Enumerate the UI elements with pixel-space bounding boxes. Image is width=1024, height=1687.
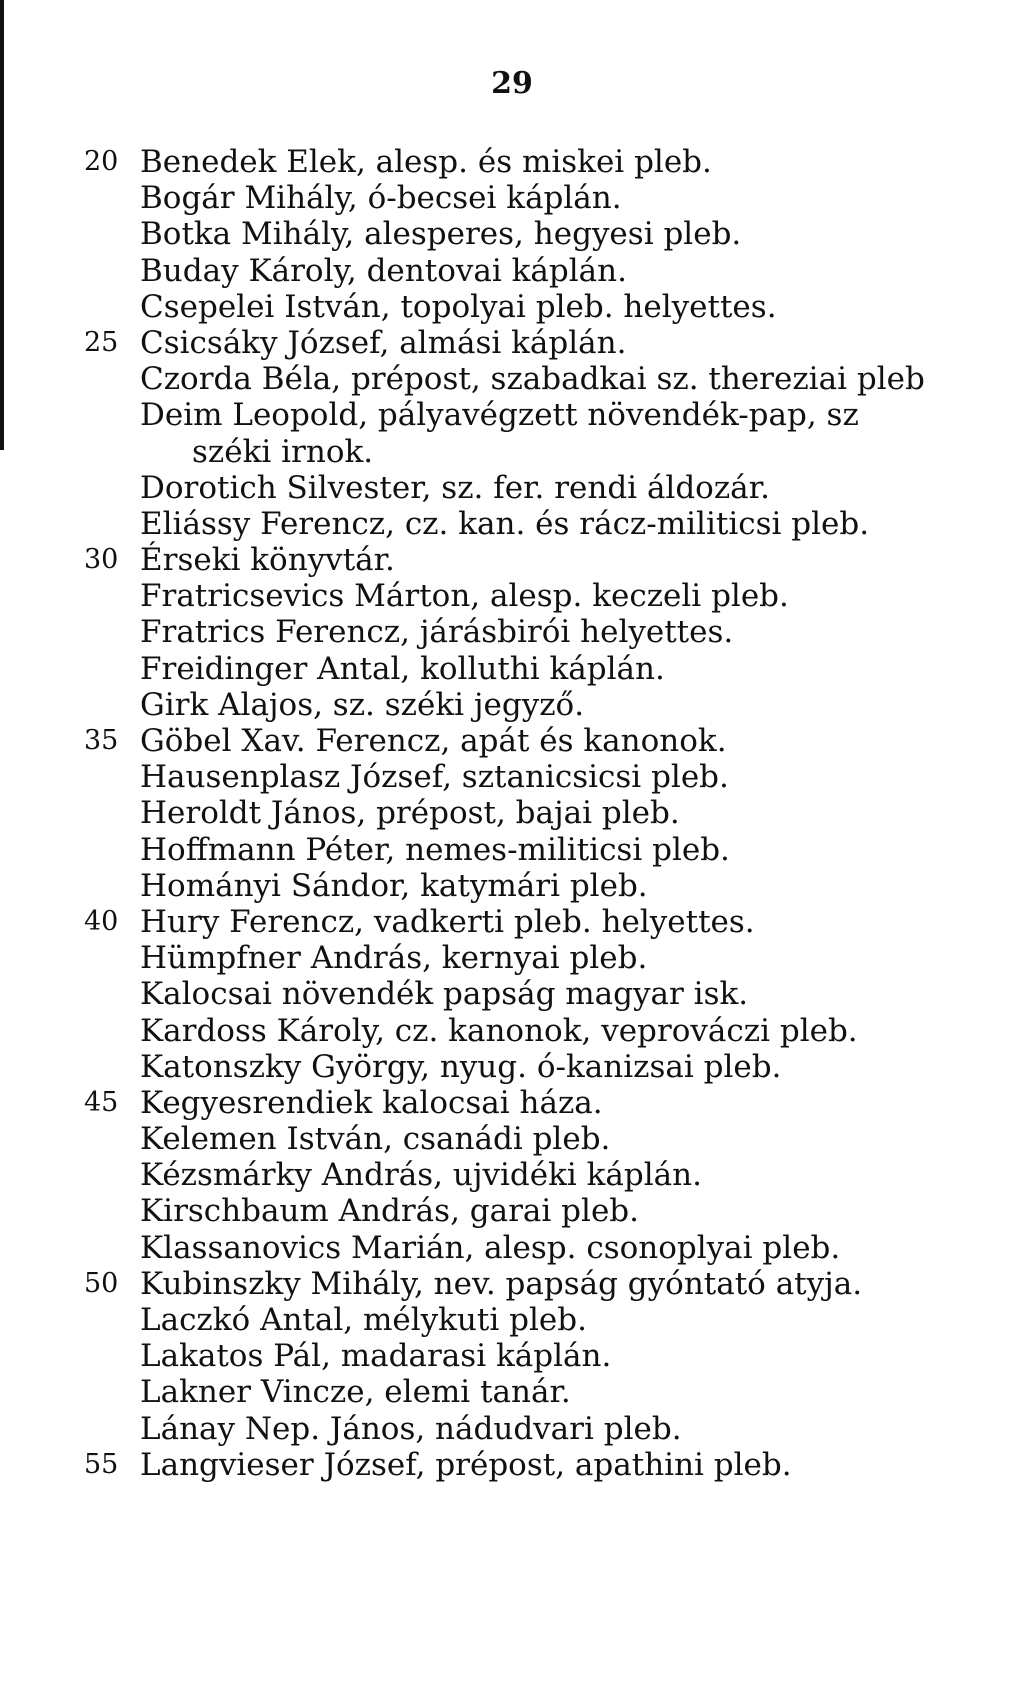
- list-item: [0, 470, 1024, 506]
- list-item: [0, 1338, 1024, 1374]
- list-item: [0, 868, 1024, 904]
- entry-text: Hományi Sándor, katymári pleb.: [140, 867, 648, 904]
- entry-text: Érseki könyvtár.: [140, 542, 395, 579]
- list-item: [0, 1013, 1024, 1049]
- entry-text: Deim Leopold, pályavégzett növendék-pap, sz: [140, 397, 859, 434]
- entry-text: Katonszky György, nyug. ó-kanizsai pleb.: [140, 1048, 782, 1085]
- entry-text: Langvieser József, prépost, apathini pleb.: [140, 1446, 792, 1483]
- list-item: [0, 1193, 1024, 1229]
- entry-text: Fratricsevics Márton, alesp. keczeli pleb.: [140, 578, 789, 615]
- list-item: [0, 1085, 1024, 1121]
- entry-text: Eliássy Ferencz, cz. kan. és rácz-militicsi pleb.: [140, 505, 870, 542]
- entry-number: 40: [84, 905, 119, 937]
- entry-number: 30: [84, 544, 119, 576]
- list-item: [0, 216, 1024, 252]
- entry-text: Botka Mihály, alesperes, hegyesi pleb.: [140, 216, 742, 253]
- entry-text: Kubinszky Mihály, nev. papság gyóntató atyja.: [140, 1265, 863, 1302]
- entry-text: Göbel Xav. Ferencz, apát és kanonok.: [140, 723, 727, 759]
- list-item: [0, 506, 1024, 542]
- list-item: [0, 397, 1024, 433]
- entry-text: Girk Alajos, sz. széki jegyző.: [140, 686, 585, 723]
- entry-text: Kegyesrendiek kalocsai háza.: [140, 1084, 603, 1121]
- list-item: [0, 1374, 1024, 1410]
- entry-text: Klassanovics Marián, alesp. csonoplyai pleb.: [140, 1229, 841, 1266]
- list-item: [0, 759, 1024, 795]
- entry-text: Csicsáky József, almási káplán.: [140, 324, 627, 361]
- list-item: [0, 795, 1024, 831]
- list-item: [0, 361, 1024, 397]
- entry-number: 20: [84, 146, 119, 177]
- list-item: [0, 687, 1024, 723]
- list-item-continuation: [0, 434, 1024, 470]
- entry-text: Bogár Mihály, ó-becsei káplán.: [140, 180, 622, 217]
- entry-text: Csepelei István, topolyai pleb. helyettes.: [140, 288, 777, 325]
- entry-number: 25: [84, 326, 119, 358]
- list-item: [0, 1230, 1024, 1266]
- list-item: [0, 578, 1024, 614]
- entry-text: Buday Károly, dentovai káplán.: [140, 252, 627, 289]
- entry-text: Laczkó Antal, mélykuti pleb.: [140, 1302, 587, 1338]
- entry-number: 55: [84, 1448, 119, 1480]
- list-item: [0, 180, 1024, 216]
- entry-text: Hoffmann Péter, nemes-militicsi pleb.: [140, 831, 730, 868]
- entry-text: Heroldt János, prépost, bajai pleb.: [140, 795, 680, 832]
- entry-text: Lánay Nep. János, nádudvari pleb.: [140, 1410, 682, 1447]
- list-item: [0, 289, 1024, 325]
- list-item: [0, 723, 1024, 759]
- entry-number: 35: [84, 725, 119, 756]
- list-item: [0, 1049, 1024, 1085]
- entry-text: Benedek Elek, alesp. és miskei pleb.: [140, 144, 712, 180]
- list-item: [0, 976, 1024, 1012]
- page-number: 29: [491, 66, 533, 101]
- entry-text: Freidinger Antal, kolluthi káplán.: [140, 650, 665, 687]
- entry-number: 50: [84, 1267, 119, 1299]
- entry-text: Hausenplasz József, sztanicsicsi pleb.: [140, 759, 729, 796]
- entry-text: Kirschbaum András, garai pleb.: [140, 1193, 639, 1230]
- list-item: [0, 614, 1024, 650]
- list-item: [0, 651, 1024, 687]
- list-item: [0, 1157, 1024, 1193]
- list-item: [0, 832, 1024, 868]
- entry-text: Kalocsai növendék papság magyar isk.: [140, 976, 749, 1013]
- list-item: [0, 1302, 1024, 1338]
- entry-text: Dorotich Silvester, sz. fer. rendi áldozár.: [140, 469, 770, 506]
- list-item: [0, 1121, 1024, 1157]
- entry-text: Kelemen István, csanádi pleb.: [140, 1121, 611, 1158]
- entry-text: Lakatos Pál, madarasi káplán.: [140, 1338, 612, 1375]
- list-item: [0, 1447, 1024, 1483]
- entry-text: Hümpfner András, kernyai pleb.: [140, 940, 648, 977]
- list-item: [0, 542, 1024, 578]
- entry-text: Hury Ferencz, vadkerti pleb. helyettes.: [140, 903, 755, 940]
- list-item: [0, 144, 1024, 180]
- list-item: [0, 940, 1024, 976]
- list-item: [0, 325, 1024, 361]
- entry-text: széki irnok.: [192, 433, 374, 470]
- list-item: [0, 253, 1024, 289]
- entry-list: [0, 144, 1024, 1483]
- list-item: [0, 1266, 1024, 1302]
- list-item: [0, 904, 1024, 940]
- entry-text: Kézsmárky András, ujvidéki káplán.: [140, 1157, 702, 1194]
- entry-text: Kardoss Károly, cz. kanonok, veprováczi pleb.: [140, 1012, 858, 1049]
- entry-text: Czorda Béla, prépost, szabadkai sz. thereziai pleb: [140, 361, 925, 398]
- list-item: [0, 1411, 1024, 1447]
- entry-text: Fratrics Ferencz, járásbirói helyettes.: [140, 614, 734, 651]
- entry-text: Lakner Vincze, elemi tanár.: [140, 1374, 571, 1411]
- entry-number: 45: [84, 1086, 119, 1118]
